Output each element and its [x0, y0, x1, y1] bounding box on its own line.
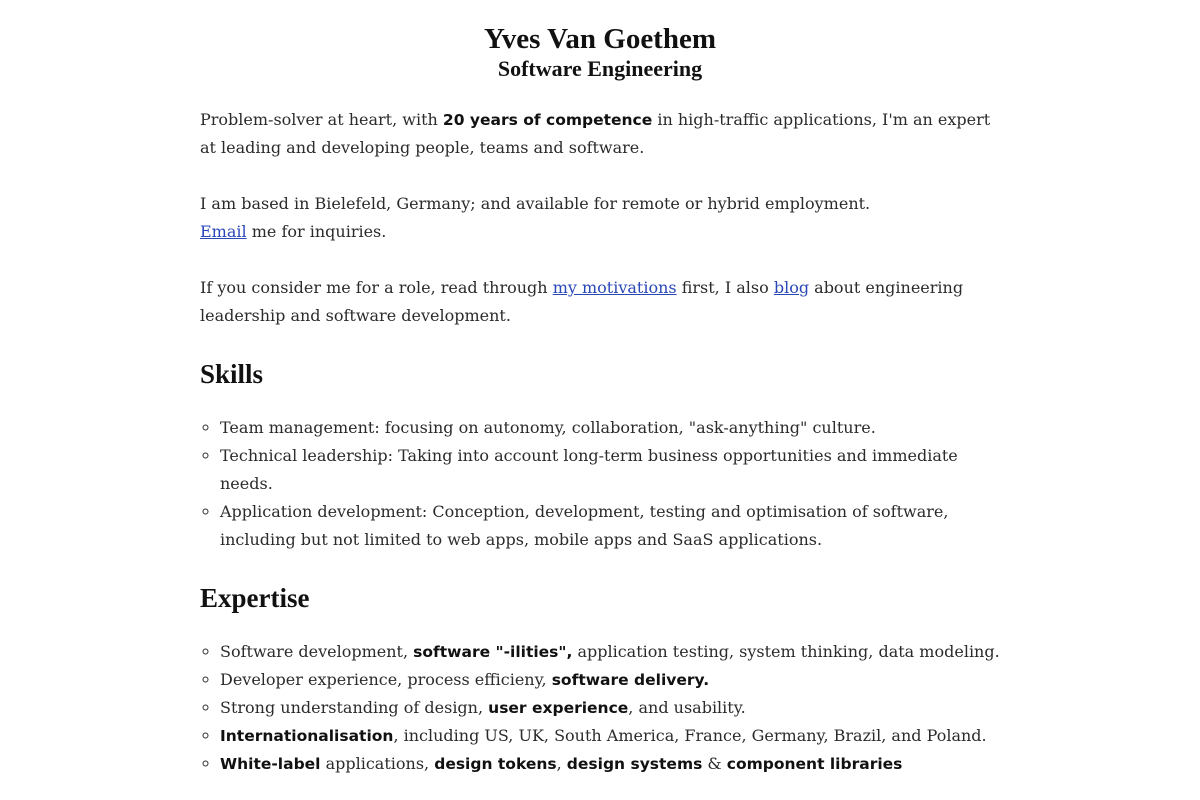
blog-link[interactable]: blog — [773, 278, 810, 297]
expertise-heading: Expertise — [200, 583, 310, 613]
skills-heading: Skills — [200, 359, 264, 389]
intro-text-before: Problem-solver at heart, with — [200, 110, 443, 129]
item-text: Strong understanding of design, — [220, 698, 489, 717]
item-text: , including US, UK, South America, France, Germany, Brazil, and Poland. — [393, 726, 987, 745]
item-text: applications, — [320, 754, 435, 773]
list-item — [220, 666, 1000, 694]
item-highlight: Internationalisation — [220, 727, 394, 745]
motivation-text-before: If you consider me for a role, read through — [200, 278, 553, 297]
list-item — [220, 694, 1000, 722]
motivations-link[interactable]: my motivations — [552, 278, 677, 297]
list-item: ◦ Technical leadership: Taking into account long-term business opportunities and immediate needs. — [220, 442, 1000, 498]
item-highlight: software "-ilities", — [413, 643, 573, 661]
expertise-list — [200, 638, 1000, 778]
motivation-text-middle: first, I also — [676, 278, 774, 297]
list-item: ◦ Application development: Conception, development, testing and optimisation of software, including but not limited to web apps, mobile apps and SaaS applications. — [220, 498, 1000, 554]
item-text: , — [556, 754, 567, 773]
page — [200, 0, 1000, 778]
motivation-text-after: about engineering leadership and software development. — [200, 278, 964, 325]
author-name: Yves Van Goethem — [483, 23, 716, 55]
item-highlight: software delivery. — [551, 671, 710, 689]
item-highlight: White-label — [220, 755, 321, 773]
item-text: , and usability. — [628, 698, 746, 717]
list-item — [220, 750, 1000, 778]
site-header — [200, 0, 1000, 82]
email-link[interactable]: Email — [200, 222, 247, 241]
author-role: Software Engineering — [497, 56, 703, 81]
email-text-after: me for inquiries. — [246, 222, 387, 241]
item-text: Developer experience, process efficieny, — [220, 670, 552, 689]
item-highlight: component libraries — [726, 755, 903, 773]
list-item — [220, 638, 1000, 666]
location-paragraph — [200, 190, 1000, 246]
intro-highlight: 20 years of competence — [442, 111, 653, 129]
list-item: ◦ Team management: focusing on autonomy, collaboration, "ask-anything" culture. — [220, 414, 1000, 442]
intro-text-after: in high-traffic applications, I'm an expert at leading and developing people, teams and software. — [200, 110, 991, 157]
item-highlight: user experience — [488, 699, 629, 717]
item-text: Software development, — [220, 642, 414, 661]
list-item — [220, 722, 1000, 750]
location-text: I am based in Bielefeld, Germany; and available for remote or hybrid employment. — [200, 194, 871, 213]
skills-list — [200, 414, 1000, 554]
item-text: & — [702, 754, 727, 773]
item-highlight: design systems — [566, 755, 703, 773]
motivation-paragraph — [200, 274, 1000, 330]
item-highlight: design tokens — [434, 755, 557, 773]
item-text: application testing, system thinking, data modeling. — [572, 642, 1000, 661]
intro-paragraph — [200, 106, 1000, 162]
